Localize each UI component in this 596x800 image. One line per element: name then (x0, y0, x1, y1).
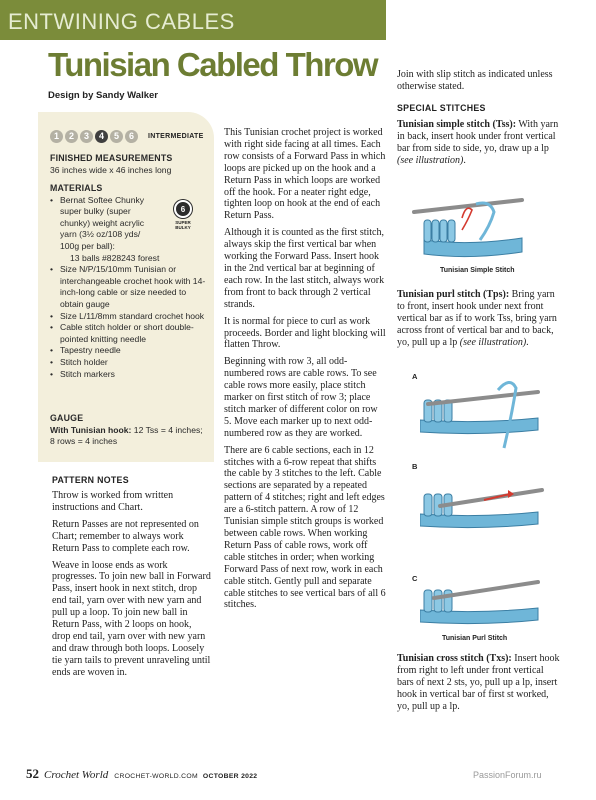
special-stitches-head: SPECIAL STITCHES (397, 103, 486, 113)
purl-step-b-illustration (420, 466, 544, 542)
skill-level-6: 6 (125, 130, 138, 143)
pattern-notes (52, 490, 212, 684)
txs-name: Tunisian cross stitch (Txs): (397, 653, 512, 664)
page-number: 52 (26, 766, 39, 781)
skill-level-5: 5 (110, 130, 123, 143)
tss-text: With yarn in back, insert hook under front vertical bar from side to side, yo, draw up a lp (397, 119, 559, 154)
material-item: • Cable stitch holder or short double-pointed knitting needle (50, 322, 208, 345)
gauge-bold: With Tunisian hook: (50, 424, 132, 435)
issue-date: OCTOBER 2022 (202, 773, 258, 780)
tps-end: . (526, 336, 529, 348)
folio (26, 766, 257, 782)
gauge-head: GAUGE (50, 413, 84, 423)
yarn-weight-6-icon (168, 200, 198, 228)
tps-definition (397, 289, 562, 349)
tss-end: . (463, 154, 466, 166)
instructions-paragraph: Beginning with row 3, all odd-numbered rows are cable rows. To see cable rows more easily, place stitch marker on first stitch of row 3; place stitch marker of different color on row 5. Move each marker up to next odd-numbered row as they are worked. (224, 356, 378, 439)
yarn-weight-label: SUPER BULKY (175, 220, 191, 230)
tss-definition (397, 119, 562, 167)
notes-paragraph: Throw is worked from written instructions and Chart. (52, 490, 174, 513)
yarn-line: yarn (3½ oz/108 yds/ (60, 229, 141, 240)
tss-swatch (424, 220, 522, 257)
instructions-column (224, 127, 386, 616)
yarn-line: 13 balls #828243 forest (70, 252, 160, 263)
tss-caption: Tunisian Simple Stitch (440, 267, 515, 274)
working-yarn-icon (476, 203, 494, 240)
finished-text: 36 inches wide x 46 inches long (50, 164, 172, 175)
purl-step-a-illustration (420, 374, 544, 450)
gauge-text (50, 425, 208, 448)
skill-level-1: 1 (50, 130, 63, 143)
diagram-b-label: B (412, 462, 418, 471)
instructions-paragraph: Although it is counted as the first stitch, always skip the first vertical bar when working the Forward Pass. Insert hook in the 2nd vertical bar at beginning of each row. In the last stitch, always work from front to back through 2 vertical strands. (224, 227, 385, 310)
tps-see: (see illustration) (459, 336, 527, 348)
diagram-a-label: A (412, 372, 418, 381)
pattern-notes-head: PATTERN NOTES (52, 475, 129, 485)
skill-level-4-active: 4 (95, 130, 108, 143)
gauge-detail: 12 Tss = 4 inches; 8 rows = 4 inches (50, 424, 203, 447)
finished-head: FINISHED MEASUREMENTS (50, 153, 173, 163)
finished-measurements (50, 153, 208, 176)
purl-step-c-illustration (420, 568, 544, 634)
notes-paragraph: Weave in loose ends as work progresses. To join new ball in Forward Pass, insert hook in next stitch, drop end tail, yarn over with new yarn and pull up a loop. To join new ball in Return Pass, with 2 loops on hook, drop end tail, yarn over with new yarn and draw through both loops. Loosely tie yarn tails to prevent unraveling until ends are woven in. (52, 559, 211, 678)
yarn-line: • Bernat Softee Chunky (60, 194, 145, 205)
material-item: • Size L/11/8mm standard crochet hook (50, 311, 208, 323)
notes-paragraph: Return Passes are not represented on Chart; remember to always work Return Pass to complete each row. (52, 518, 199, 554)
skill-level-3: 3 (80, 130, 93, 143)
byline: Design by Sandy Walker (48, 90, 158, 101)
yarn-weight-number: 6 (174, 200, 192, 218)
site-url: CROCHET-WORLD.COM (114, 773, 198, 780)
skill-level (50, 128, 204, 144)
page-title: Tunisian Cabled Throw (48, 46, 378, 83)
skill-level-label: INTERMEDIATE (148, 132, 204, 140)
yarn-line: super bulky (super (60, 206, 131, 217)
yarn-line: chunky) weight acrylic (60, 217, 145, 228)
tss-see: (see illustration) (397, 154, 464, 166)
magazine-name: Crochet World (44, 769, 109, 781)
materials-head: MATERIALS (50, 183, 103, 193)
material-item: • Stitch holder (50, 357, 208, 369)
diagram-c-label: C (412, 574, 418, 583)
material-item: • Stitch markers (50, 369, 208, 381)
tunisian-simple-stitch-illustration (410, 190, 530, 262)
tss-name: Tunisian simple stitch (Tss): (397, 119, 517, 130)
gauge (50, 413, 208, 448)
material-item: • Tapestry needle (50, 345, 208, 357)
watermark: PassionForum.ru (473, 770, 542, 780)
txs-definition (397, 653, 562, 713)
instructions-paragraph: This Tunisian crochet project is worked with right side facing at all times. Each row consists of a Forward Pass in which loops are picked up on the hook and a Return Pass in which loops are worked off the hook. For a neater right edge, tighten loop on hook at the end of each Return Pass. (224, 127, 386, 222)
tps-caption: Tunisian Purl Stitch (442, 635, 508, 642)
join-note: Join with slip stitch as indicated unless otherwise stated. (397, 69, 553, 92)
txs-text: Insert hook from right to left under front vertical bars of next 2 sts, yo, pull up a lp, insert hook in vertical bar of first st worked, yo, pull up a lp. (397, 653, 560, 712)
material-item: • Size N/P/15/10mm Tunisian or interchangeable crochet hook with 14-inch-long cable or size needed to obtain gauge (50, 264, 208, 310)
tps-text: Bring yarn to front, insert hook under next front vertical bar as if to work Tss, bring yarn across front of vertical bar and to back, yo, pull up a lp (397, 289, 557, 348)
instructions-paragraph: There are 6 cable sections, each in 12 stitches with a 6-row repeat that shifts the cable by 3 stitches to the left. Cable sections are separated by a repeated pattern of 4 stitches; right and left edges are a 6-stitch pattern. A row of 12 Tunisian simple stitch groups is worked between cable rows. When working Return Pass of cable rows, work off cable stitches in order; when working Forward Pass of next row, work in each cable stitch. Gently pull and separate cable stitches to see vertical bars of all 6 stitches. (224, 444, 386, 611)
crochet-hook-icon (414, 200, 522, 212)
yarn-line: 100g per ball): (60, 240, 115, 251)
instructions-paragraph: It is normal for piece to curl as work proceeds. Border and light blocking will flatten Throw. (224, 315, 386, 351)
skill-level-2: 2 (65, 130, 78, 143)
section-title: ENTWINING CABLES (8, 9, 235, 34)
tss-arrow-icon (462, 208, 472, 230)
tps-name: Tunisian purl stitch (Tps): (397, 289, 510, 300)
